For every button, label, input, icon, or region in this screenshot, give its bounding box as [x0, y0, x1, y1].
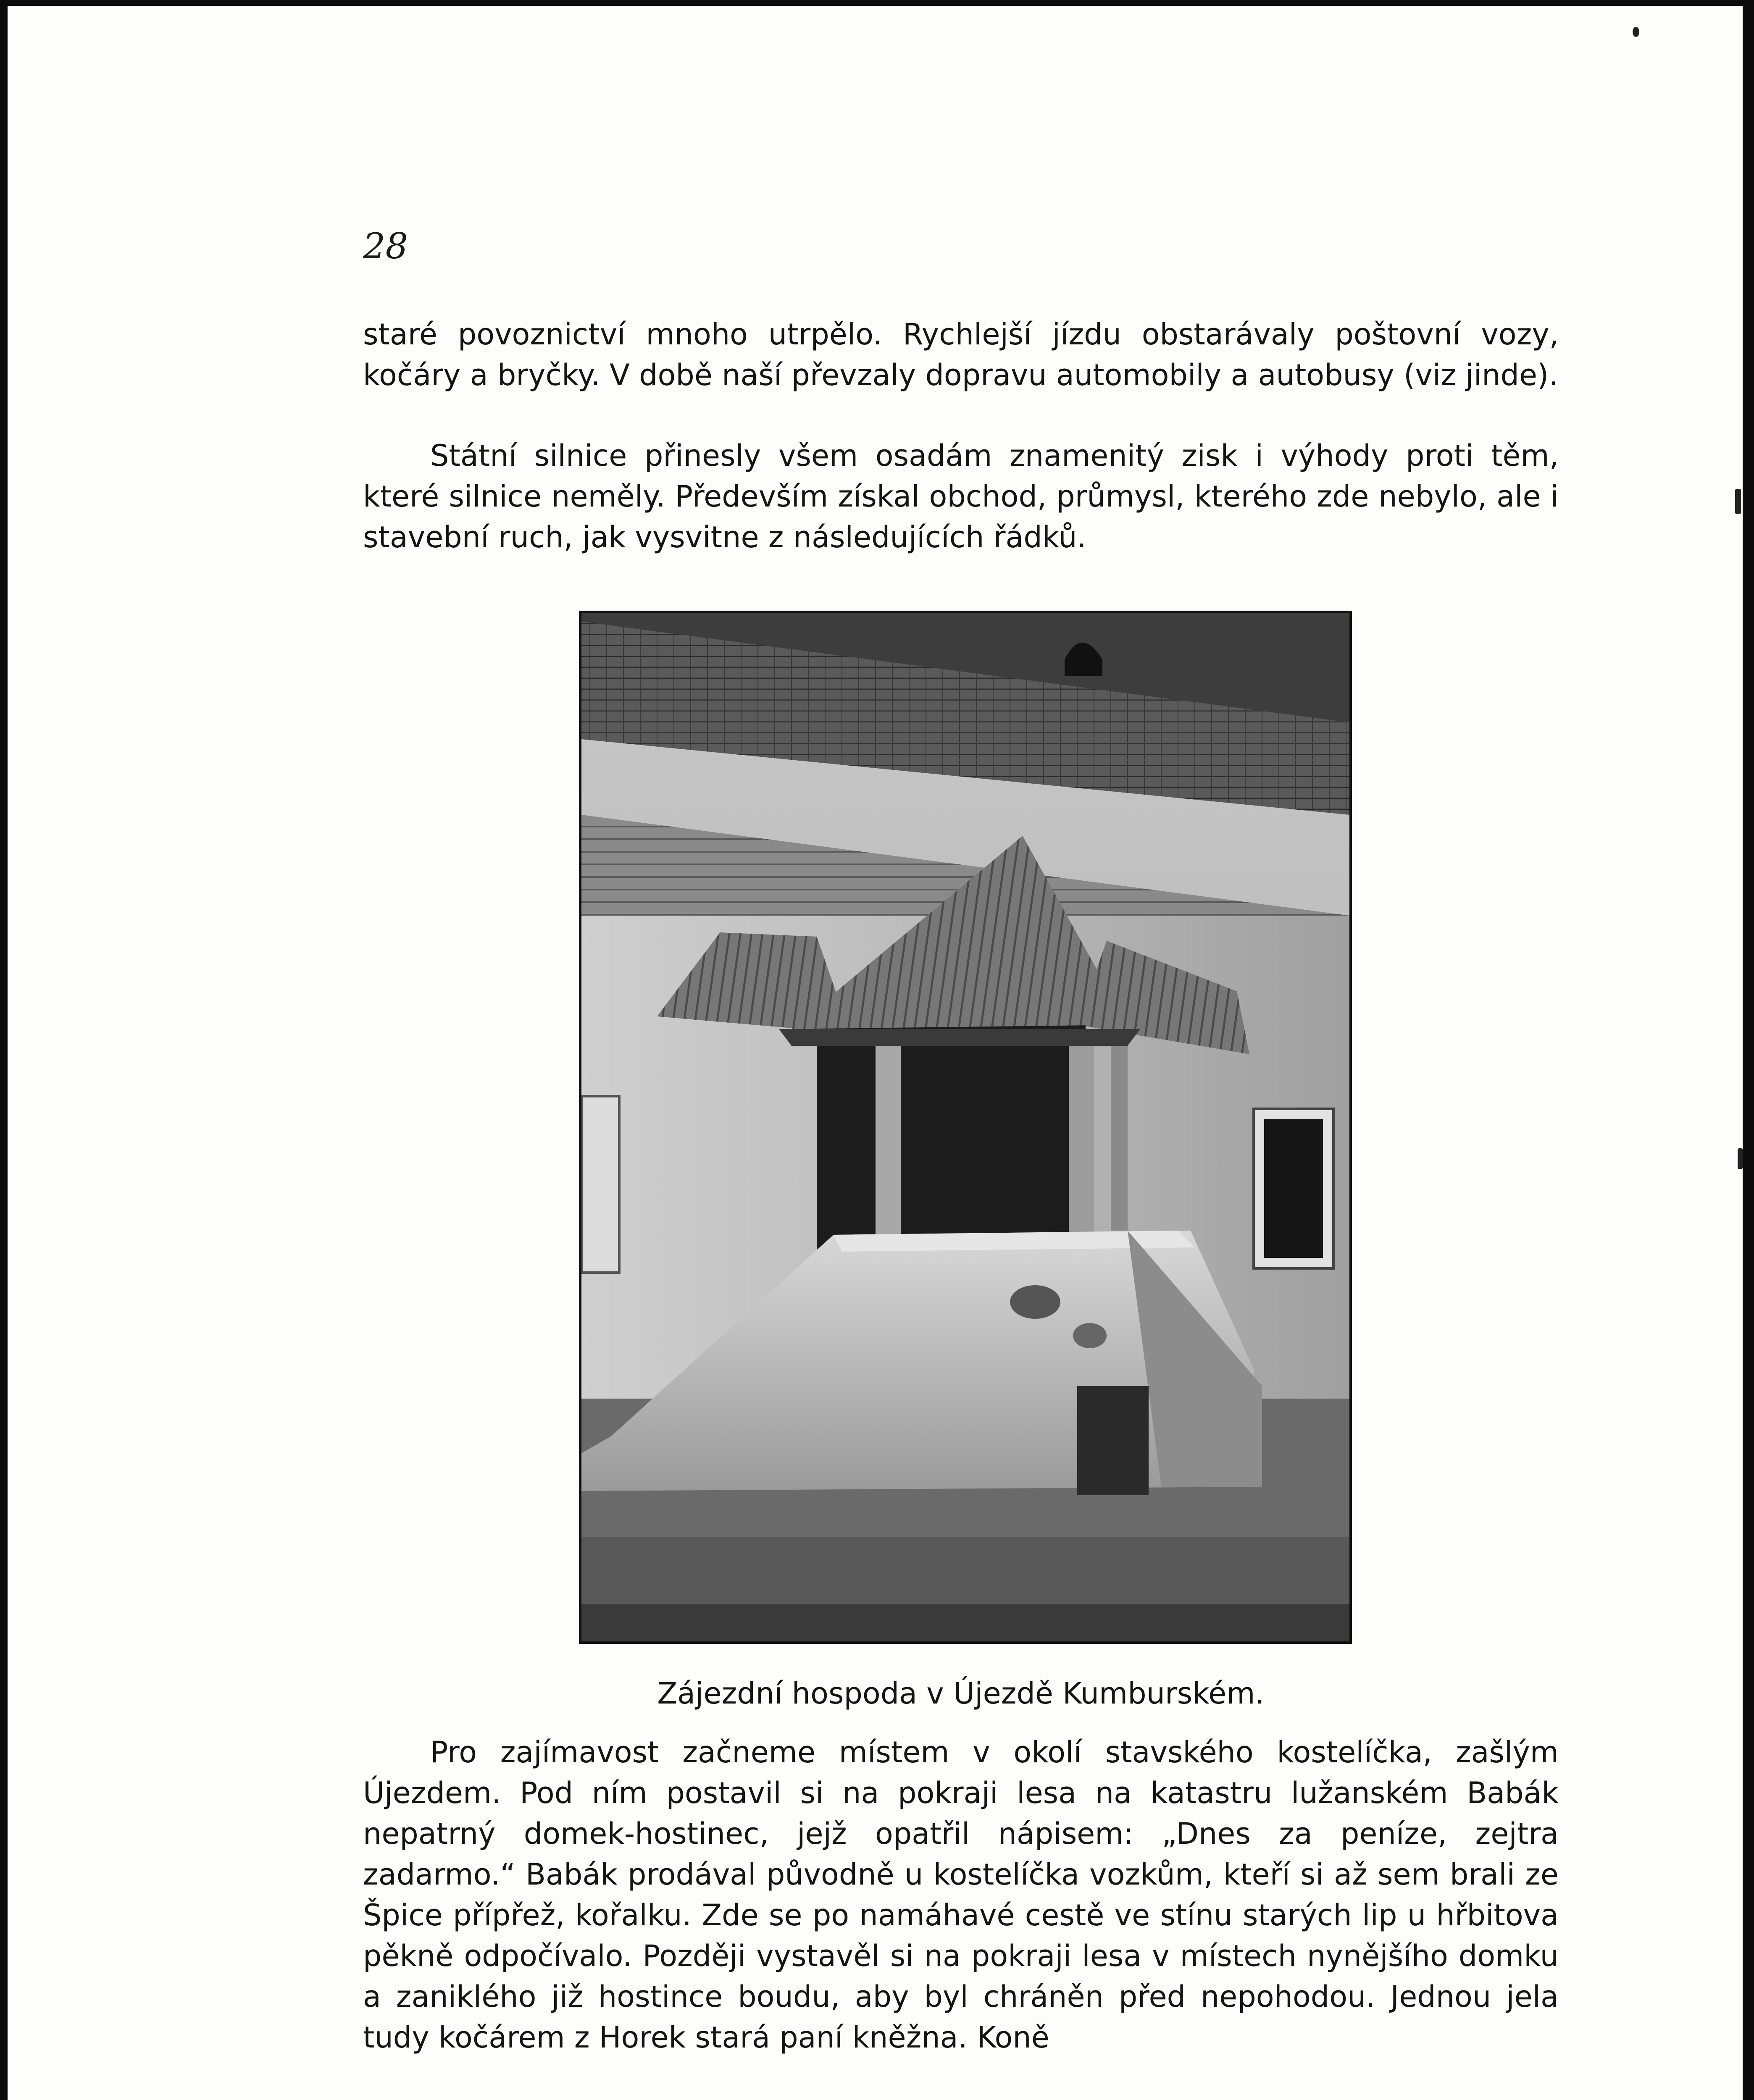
- paragraph-3: Pro zajímavost začneme místem v okolí stavského kostelíčka, zašlým Újezdem. Pod ním postavil si na pokraji lesa na katastru lužanském Babák nepatrný domek-hostinec, jejž opatřil nápisem: „Dnes za peníze, zejtra zadarmo.“ Babák prodával původně u kostelíčka vozkům, kteří si až sem brali ze Špice přípřež, kořalku. Zde se po namáhavé cestě ve stínu starých lip u hřbitova pěkně odpočívalo. Později vystavěl si na pokraji lesa v místech nynějšího domku a zaniklého již hostince boudu, aby byl chráněn před nepohodou. Jednou jela tudy kočárem z Horek stará paní kněžna. Koně: [363, 1735, 1559, 2055]
- page-number: 28: [363, 226, 408, 267]
- scan-speck: [1738, 1148, 1743, 1169]
- inn-photograph: [579, 611, 1352, 1644]
- paragraph-1: staré povoznictví mnoho utrpělo. Rychlejší jízdu obstarávaly poštovní vozy, kočáry a bryčky. V době naší převzaly dopravu automobily a autobusy (viz jinde).: [363, 317, 1559, 392]
- scan-speck: [1735, 489, 1741, 514]
- scan-speck: [1633, 27, 1639, 37]
- paragraph-2: Státní silnice přinesly všem osadám znamenitý zisk i výhody proti těm, které silnice neměly. Především získal obchod, průmysl, kterého zde nebylo, ale i stavební ruch, jak vysvitne z následujících řádků.: [363, 438, 1559, 554]
- book-page: [8, 6, 1743, 2100]
- photo-caption: Zájezdní hospoda v Újezdě Kumburském.: [657, 1676, 1265, 1711]
- inn-photograph-illustration: [581, 613, 1349, 1641]
